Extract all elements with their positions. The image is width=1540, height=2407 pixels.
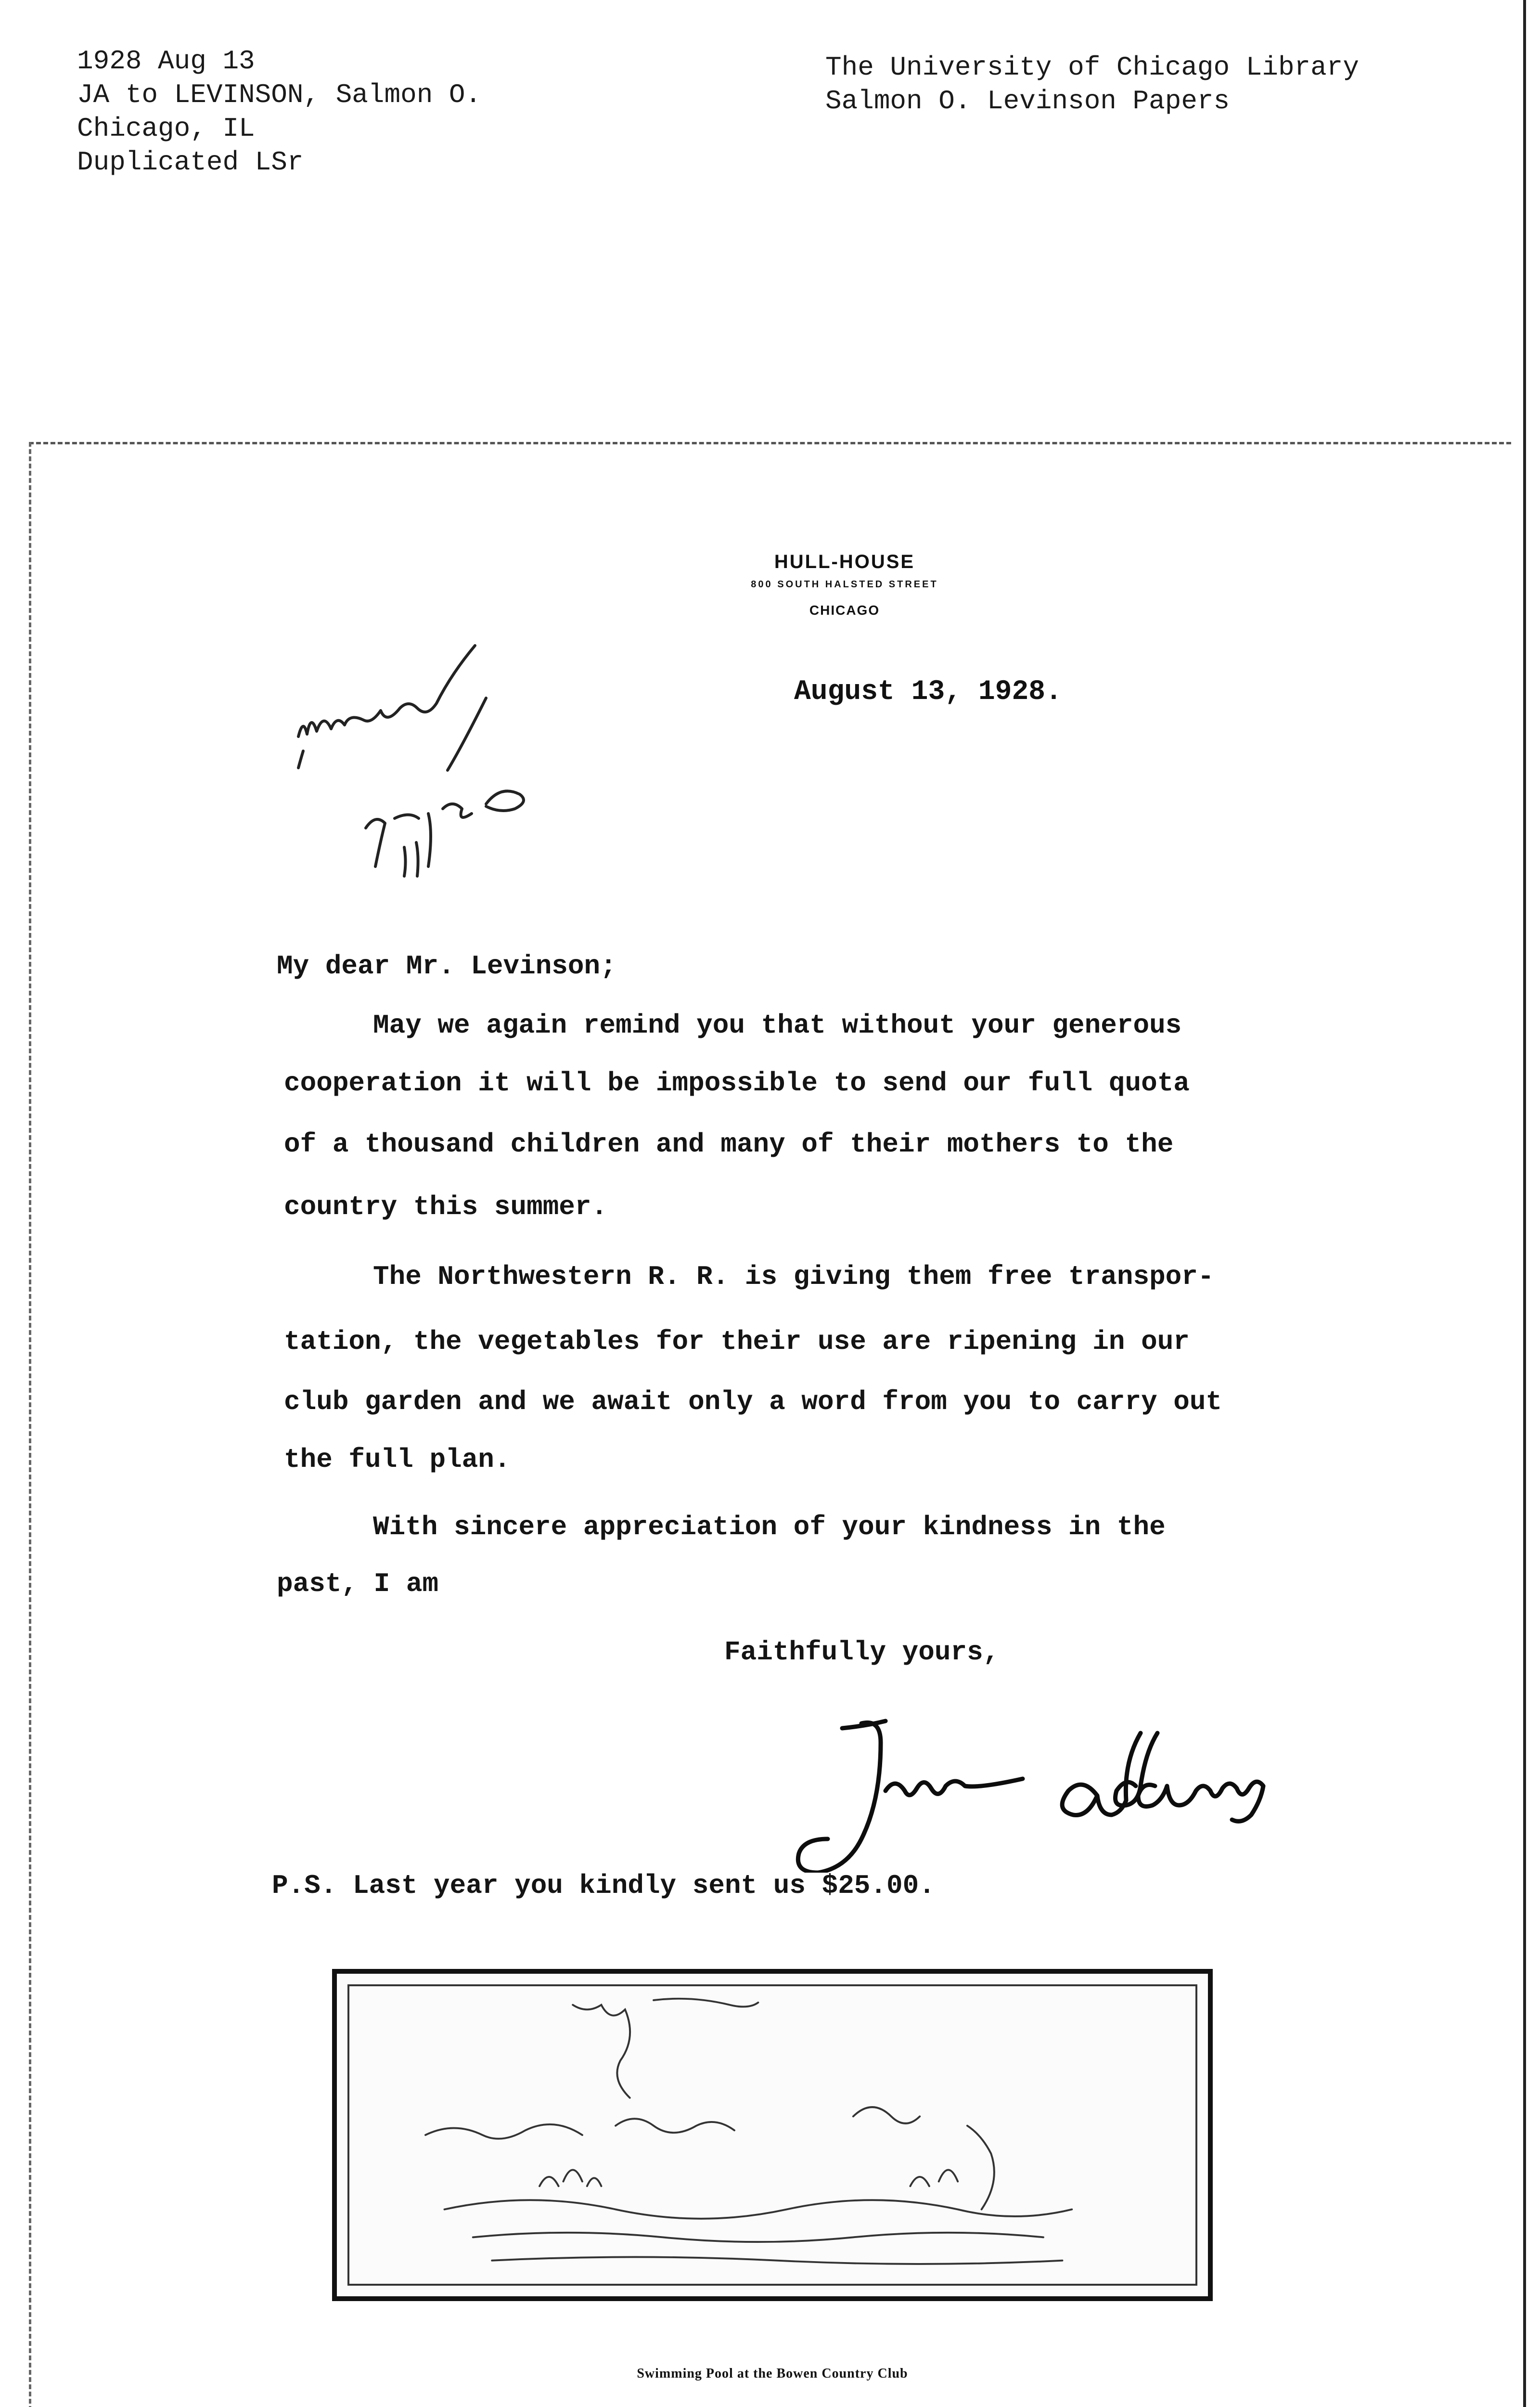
photo-image bbox=[349, 1986, 1195, 2284]
pool-photo bbox=[332, 1969, 1213, 2301]
sheet-left-edge bbox=[29, 442, 31, 2407]
salutation: My dear Mr. Levinson; bbox=[277, 951, 616, 982]
letter-date: August 13, 1928. bbox=[794, 676, 1062, 708]
photo-caption: Swimming Pool at the Bowen Country Club bbox=[637, 2366, 908, 2381]
body-line: The Northwestern R. R. is giving them free transpor- bbox=[373, 1261, 1214, 1292]
archive-place: Chicago, IL bbox=[77, 113, 255, 144]
body-line: of a thousand children and many of their mothers to the bbox=[284, 1129, 1174, 1160]
sheet-top-edge bbox=[29, 442, 1511, 444]
body-line: past, I am bbox=[277, 1568, 439, 1599]
body-line: With sincere appreciation of your kindness in the bbox=[373, 1512, 1166, 1542]
signature bbox=[789, 1714, 1405, 1873]
letterhead-street: 800 SOUTH HALSTED STREET bbox=[751, 579, 938, 590]
body-line: tation, the vegetables for their use are ripening in our bbox=[284, 1326, 1190, 1357]
handwritten-annotation bbox=[284, 635, 679, 915]
letterhead-name: HULL-HOUSE bbox=[774, 551, 915, 572]
archive-collection: Salmon O. Levinson Papers bbox=[825, 86, 1230, 116]
body-line: country this summer. bbox=[284, 1191, 608, 1222]
body-line: cooperation it will be impossible to send our full quota bbox=[284, 1068, 1190, 1099]
body-line: May we again remind you that without your generous bbox=[373, 1010, 1182, 1041]
archive-date: 1928 Aug 13 bbox=[77, 46, 255, 77]
sheet-right-edge bbox=[1523, 0, 1526, 2407]
closing: Faithfully yours, bbox=[724, 1637, 1000, 1668]
archive-header-left bbox=[77, 44, 481, 179]
body-line: club garden and we await only a word from you to carry out bbox=[284, 1386, 1222, 1417]
archive-library: The University of Chicago Library bbox=[825, 52, 1359, 83]
letterhead-city: CHICAGO bbox=[809, 603, 880, 618]
body-line: the full plan. bbox=[284, 1444, 511, 1475]
photo-inner-frame bbox=[347, 1984, 1197, 2286]
archive-format: Duplicated LSr bbox=[77, 147, 304, 178]
archive-header-right bbox=[825, 51, 1359, 118]
archive-correspondents: JA to LEVINSON, Salmon O. bbox=[77, 79, 482, 110]
postscript: P.S. Last year you kindly sent us $25.00. bbox=[272, 1870, 935, 1901]
